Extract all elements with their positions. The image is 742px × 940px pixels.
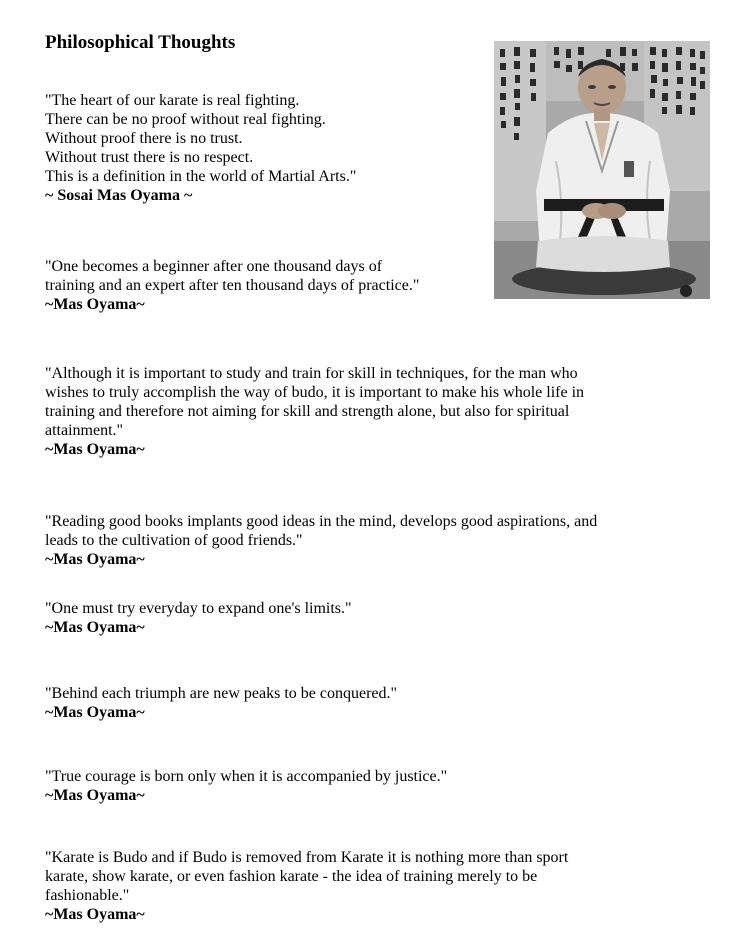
quote-attribution: ~Mas Oyama~ bbox=[45, 296, 145, 313]
quote-line: "True courage is born only when it is accompanied by justice." bbox=[45, 768, 448, 785]
quote-line: "One must try everyday to expand one's limits." bbox=[45, 600, 352, 617]
quote-attribution: ~Mas Oyama~ bbox=[45, 787, 145, 804]
quote-line: There can be no proof without real fighting. bbox=[45, 111, 326, 128]
quote-attribution: ~Mas Oyama~ bbox=[45, 619, 145, 636]
quote-attribution: ~ Sosai Mas Oyama ~ bbox=[45, 187, 193, 204]
quote-attribution: ~Mas Oyama~ bbox=[45, 906, 145, 923]
quote-block bbox=[45, 91, 485, 205]
quote-line: "One becomes a beginner after one thousand days of bbox=[45, 258, 383, 275]
quote-line: attainment." bbox=[45, 422, 124, 439]
quote-line: fashionable." bbox=[45, 887, 130, 904]
quote-block bbox=[45, 599, 710, 637]
quote-attribution: ~Mas Oyama~ bbox=[45, 441, 145, 458]
portrait-photo bbox=[494, 41, 710, 299]
page-title: Philosophical Thoughts bbox=[45, 32, 236, 53]
quote-block bbox=[45, 767, 710, 805]
quote-line: This is a definition in the world of Martial Arts." bbox=[45, 168, 357, 185]
quote-block bbox=[45, 848, 710, 924]
quote-line: "Behind each triumph are new peaks to be conquered." bbox=[45, 685, 398, 702]
quote-line: "Although it is important to study and train for skill in techniques, for the man who bbox=[45, 365, 578, 382]
quote-block bbox=[45, 512, 710, 569]
quote-block bbox=[45, 257, 485, 314]
quote-attribution: ~Mas Oyama~ bbox=[45, 704, 145, 721]
quote-line: leads to the cultivation of good friends." bbox=[45, 532, 303, 549]
quote-line: Without proof there is no trust. bbox=[45, 130, 243, 147]
quote-line: "The heart of our karate is real fighting. bbox=[45, 92, 300, 109]
quote-line: training and therefore not aiming for skill and strength alone, but also for spiritual bbox=[45, 403, 570, 420]
quote-block bbox=[45, 364, 710, 459]
quote-line: wishes to truly accomplish the way of budo, it is important to make his whole life in bbox=[45, 384, 585, 401]
quote-line: karate, show karate, or even fashion karate - the idea of training merely to be bbox=[45, 868, 538, 885]
quote-line: "Karate is Budo and if Budo is removed from Karate it is nothing more than sport bbox=[45, 849, 569, 866]
quote-line: training and an expert after ten thousand days of practice." bbox=[45, 277, 420, 294]
quote-line: "Reading good books implants good ideas in the mind, develops good aspirations, and bbox=[45, 513, 598, 530]
quote-block bbox=[45, 684, 710, 722]
quote-line: Without trust there is no respect. bbox=[45, 149, 254, 166]
quote-attribution: ~Mas Oyama~ bbox=[45, 551, 145, 568]
